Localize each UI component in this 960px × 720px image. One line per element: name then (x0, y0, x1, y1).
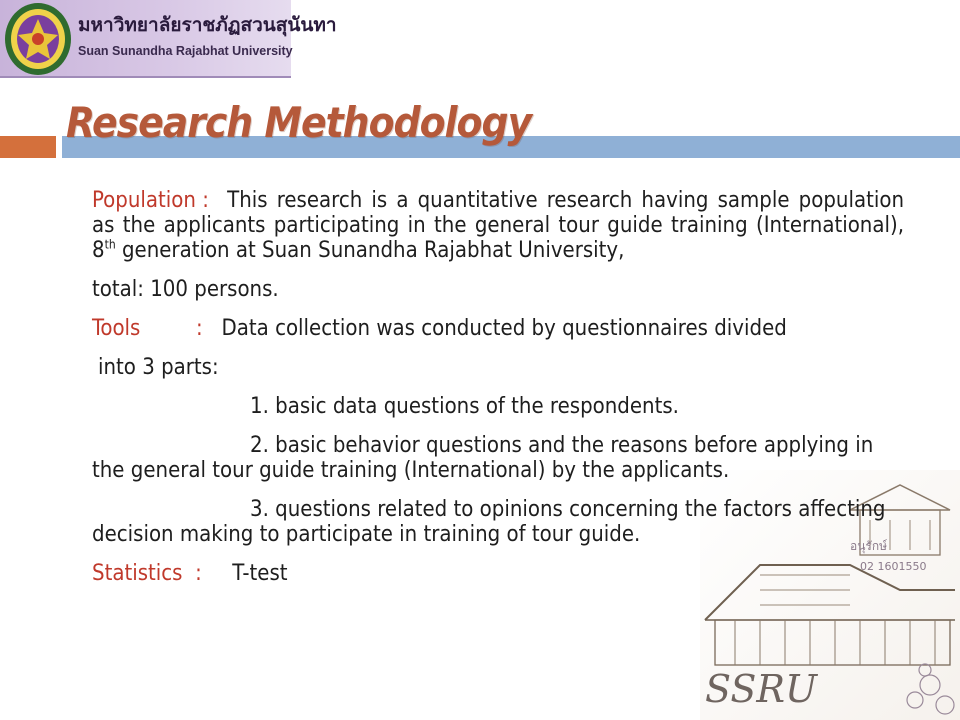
university-banner (0, 0, 337, 78)
tools-colon: : (196, 316, 203, 341)
statistics-label (92, 561, 226, 586)
watermark-note-2: 02 1601550 (860, 560, 927, 573)
tools-line (92, 316, 904, 341)
tools-parts: into 3 parts: (98, 355, 219, 380)
generation-number: 8 (92, 238, 105, 263)
population-text: This research is a quantitative research having sample population as the applicants participating in the general tour guide training (International), (92, 188, 904, 238)
slide-title: Research Methodology (66, 98, 532, 147)
tools-item-2a: 2. basic behavior questions and the reasons before applying in (250, 433, 874, 458)
tools-item-3b: decision making to participate in training of tour guide. (92, 522, 641, 547)
watermark-text: SSRU (705, 667, 818, 711)
tools-item-2b: the general tour guide training (International) by the applicants. (92, 458, 730, 483)
population-total: total: 100 persons. (92, 277, 279, 302)
tools-label: Tools (92, 316, 141, 341)
tools-item-1: 1. basic data questions of the respondents. (250, 394, 679, 419)
banner-divider (0, 76, 291, 78)
watermark-note-1: อนุรักษ์ (850, 539, 888, 553)
tools-item-3 (92, 497, 904, 547)
statistics-colon: : (195, 561, 202, 586)
slide-content (92, 188, 904, 586)
tools-item-2 (92, 433, 904, 483)
generation-text: generation at Suan Sunandha Rajabhat University, (115, 238, 625, 263)
tools-item-3a: 3. questions related to opinions concerning the factors affecting (250, 497, 886, 522)
university-name-thai: มหาวิทยาลัยราชภัฏสวนสุนันทา (78, 14, 337, 36)
university-name-english: Suan Sunandha Rajabhat University (78, 44, 293, 58)
tools-text: Data collection was conducted by questionnaires divided (221, 316, 787, 341)
statistics-text: T-test (232, 561, 288, 586)
statistics-line (92, 561, 904, 586)
university-seal-icon (3, 1, 73, 77)
statistics-label-text: Statistics (92, 561, 183, 586)
population-label: Population : (92, 188, 209, 213)
title-band-accent (0, 136, 56, 158)
population-paragraph (92, 188, 904, 263)
generation-suffix: th (104, 237, 116, 252)
